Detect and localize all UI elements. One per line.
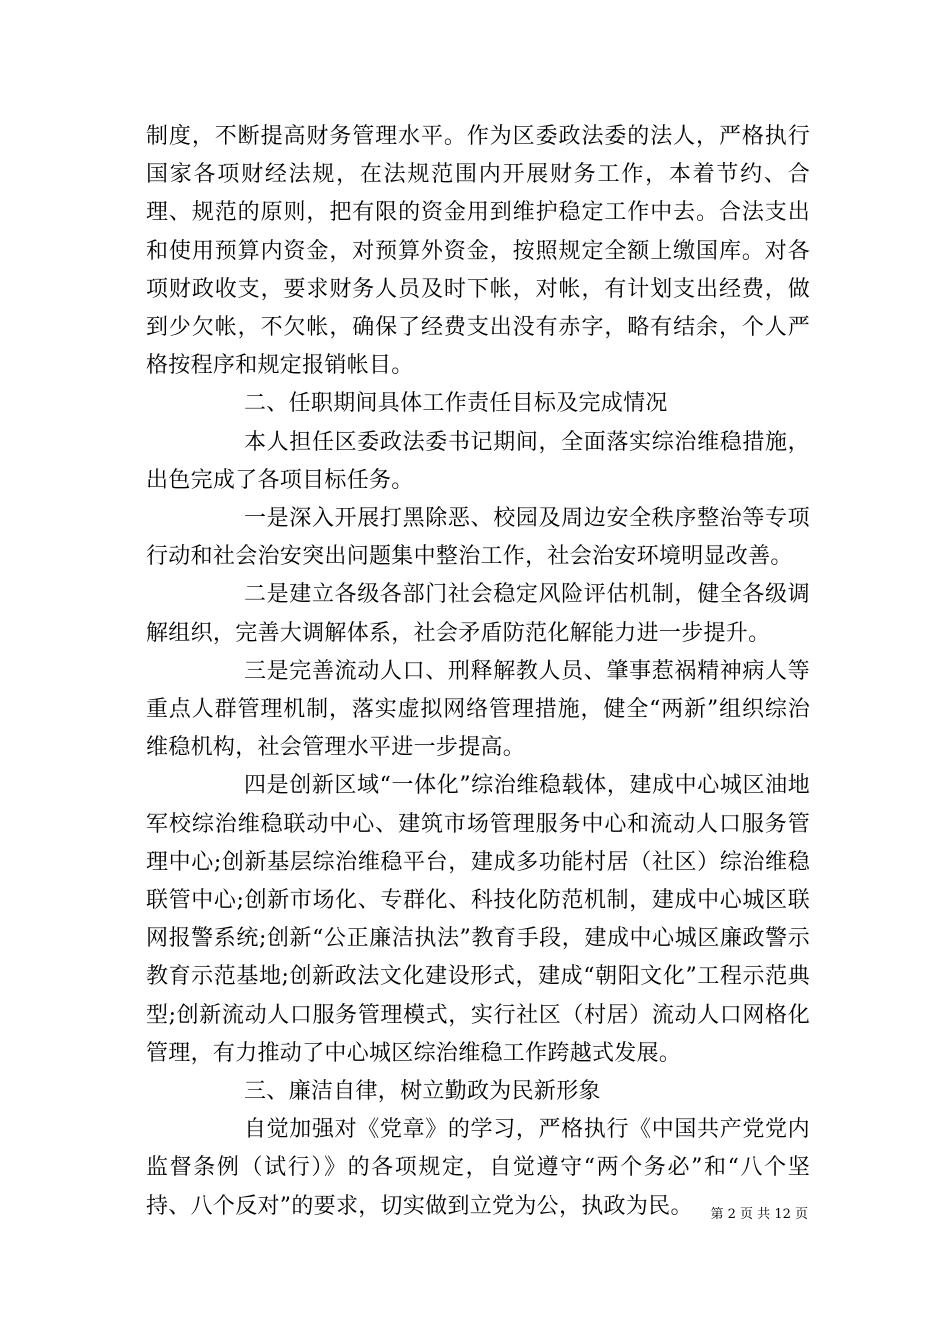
paragraph-term-summary: 本人担任区委政法委书记期间，全面落实综治维稳措施，出色完成了各项目标任务。 [146,429,810,493]
paragraph-item-one: 一是深入开展打黑除恶、校园及周边安全秩序整治等专项行动和社会治安突出问题集中整治工作，社会治安环境明显改善。 [146,506,810,570]
paragraph-item-four: 四是创新区域“一体化”综治维稳载体，建成中心城区油地军校综治维稳联动中心、建筑市场管理服务中心和流动人口服务管理中心;创新基层综治维稳平台，建成多功能村居（社区）综治维稳联管中心;创新市场化、专群化、科技化防范机制，建成中心城区联网报警系统;创新“公正廉洁执法”教育手段，建成中心城区廉政警示教育示范基地;创新政法文化建设形式，建成“朝阳文化”工程示范典型;创新流动人口服务管理模式，实行社区（村居）流动人口网格化管理，有力推动了中心城区综治维稳工作跨越式发展。 [146,773,810,1066]
paragraph-party-discipline: 自觉加强对《党章》的学习，严格执行《中国共产党党内监督条例（试行）》的各项规定，自觉遵守“两个务必”和“八个坚持、八个反对”的要求，切实做到立党为公，执政为民。 [146,1117,810,1219]
paragraph-item-three: 三是完善流动人口、刑释解教人员、肇事惹祸精神病人等重点人群管理机制，落实虚拟网络管理措施，健全“两新”组织综治维稳机构，社会管理水平进一步提高。 [146,658,810,761]
page-number-footer: 第 2 页 共 12 页 [710,1207,808,1222]
paragraph-finance-management: 制度，不断提高财务管理水平。作为区委政法委的法人，严格执行国家各项财经法规，在法规范围内开展财务工作，本着节约、合理、规范的原则，把有限的资金用到维护稳定工作中去。合法支出和使用预算内资金，对预算外资金，按照规定全额上缴国库。对各项财政收支，要求财务人员及时下帐，对帐，有计划支出经费，做到少欠帐，不欠帐，确保了经费支出没有赤字，略有结余，个人严格按程序和规定报销帐目。 [146,124,810,379]
section-heading-integrity: 三、廉洁自律，树立勤政为民新形象 [244,1079,601,1105]
document-body [146,118,810,1226]
paragraph-item-two: 二是建立各级各部门社会稳定风险评估机制，健全各级调解组织，完善大调解体系，社会矛盾防范化解能力进一步提升。 [146,582,810,646]
section-heading-work-goals: 二、任职期间具体工作责任目标及完成情况 [244,391,668,417]
